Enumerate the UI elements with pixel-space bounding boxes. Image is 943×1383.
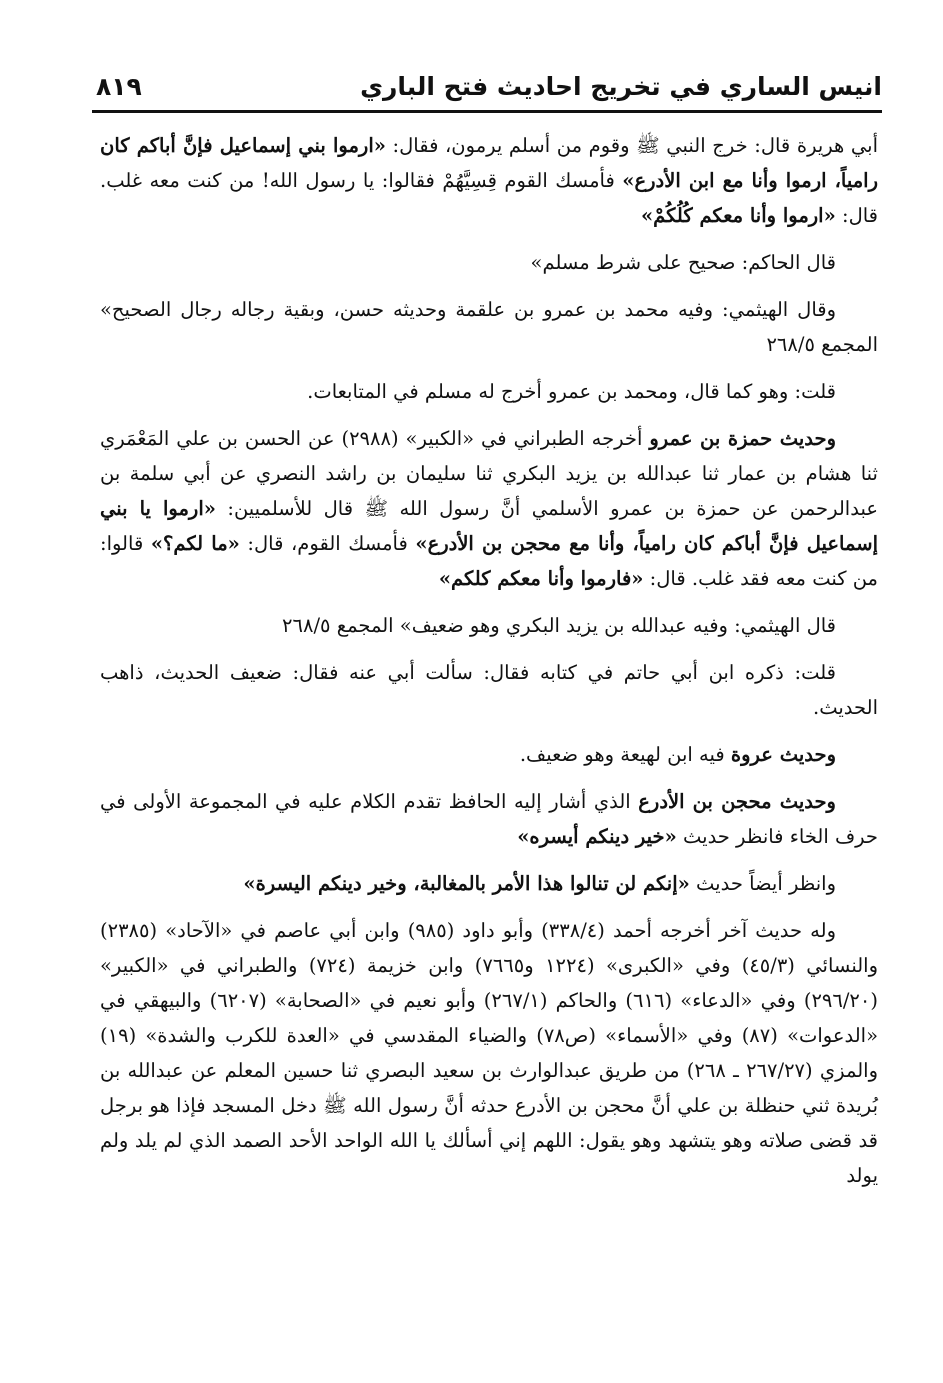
text-run: وقال الهيثمي: وفيه محمد بن عمرو بن علقمة وحديثه حسن، وبقية رجاله رجال الصحيح» المجمع ٢٦٨/٥ <box>100 298 878 356</box>
paragraph <box>100 737 878 772</box>
paragraph <box>100 913 878 1193</box>
text-run: فيه ابن لهيعة وهو ضعيف. <box>519 743 731 766</box>
paragraph <box>100 608 878 643</box>
bold-text: «ارموا بني إسماعيل فإنَّ أباكم كان رامياً، ارموا وأنا مع ابن الأدرع» <box>100 134 879 192</box>
paragraph <box>100 421 878 596</box>
text-run: فأمسك القوم قِسِيَّهُمْ فقالوا: يا رسول الله! من كنت معه غلب. قال: <box>100 169 878 227</box>
bold-text: «فارموا وأنا معكم كلكم» <box>438 567 644 590</box>
paragraph <box>100 655 878 725</box>
bold-text: وحديث حمزة بن عمرو <box>649 427 836 450</box>
text-run: قالوا: من كنت معه فقد غلب. قال: <box>100 532 878 590</box>
bold-text: «خير دينكم أيسره» <box>517 825 677 848</box>
text-run: أبي هريرة قال: خرج النبي ﷺ وقوم من أسلم يرمون، فقال: <box>385 134 878 157</box>
text-run: قلت: وهو كما قال، ومحمد بن عمرو أخرج له مسلم في المتابعات. <box>307 380 836 403</box>
bold-text: وحديث عروة <box>730 743 836 766</box>
text-run: أخرجه الطبراني في «الكبير» (٢٩٨٨) عن الحسن بن علي المَعْمَري ثنا هشام بن عمار ثنا عبدالله بن يزيد البكري ثنا سليمان بن راشد النصري عن أبي سلمة بن عبدالرحمن عن حمزة بن عمرو الأسلمي أنَّ رسول الله ﷺ قال للأسلميين: <box>100 427 878 520</box>
body-text <box>100 128 878 1205</box>
bold-text: «إنكم لن تنالوا هذا الأمر بالمغالبة، وخير دينكم اليسرة» <box>243 872 690 895</box>
bold-text: «ارموا وأنا معكم كُلُكُمْ» <box>640 204 836 227</box>
paragraph <box>100 784 878 854</box>
paragraph <box>100 374 878 409</box>
text-run: قلت: ذكره ابن أبي حاتم في كتابه فقال: سألت أبي عنه فقال: ضعيف الحديث، ذاهب الحديث. <box>100 661 878 719</box>
book-title: انيس الساري في تخريج احاديث فتح الباري <box>360 72 882 101</box>
text-run: قال الحاكم: صحيح على شرط مسلم» <box>530 251 836 274</box>
text-run: وانظر أيضاً حديث <box>689 872 836 895</box>
paragraph <box>100 292 878 362</box>
paragraph <box>100 245 878 280</box>
paragraph <box>100 866 878 901</box>
paragraph <box>100 128 878 233</box>
bold-text: «ما لكم؟» <box>150 532 240 555</box>
text-run: الذي أشار إليه الحافظ تقدم الكلام عليه في المجموعة الأولى في حرف الخاء فانظر حديث <box>100 790 878 848</box>
bold-text: وحديث محجن بن الأدرع <box>638 790 836 813</box>
running-header <box>92 70 882 113</box>
text-run: قال الهيثمي: وفيه عبدالله بن يزيد البكري وهو ضعيف» المجمع ٢٦٨/٥ <box>282 614 836 637</box>
text-run: وله حديث آخر أخرجه أحمد (٣٣٨/٤) وأبو داود (٩٨٥) وابن أبي عاصم في «الآحاد» (٢٣٨٥) والنسائي (٤٥/٣) وفي «الكبرى» (١٢٢٤ و٧٦٦٥) وابن خزيمة (٧٢٤) والطبراني في «الكبير» (٢٩٦/٢٠) وفي «الدعاء» (٦١٦) والحاكم (٢٦٧/١) وأبو نعيم في «الصحابة» (٦٢٠٧) والبيهقي في «الدعوات» (٨٧) وفي «الأسماء» (ص٧٨) والضياء المقدسي في «العدة للكرب والشدة» (١٩) والمزي (٢٦٧/٢٧ ـ ٢٦٨) من طريق عبدالوارث بن سعيد البصري ثنا حسين المعلم عن عبدالله بن بُريدة ثني حنظلة بن علي أنَّ محجن بن الأدرع حدثه أنَّ رسول الله ﷺ دخل المسجد فإذا هو برجل قد قضى صلاته وهو يتشهد وهو يقول: اللهم إني أسألك يا الله الواحد الأحد الصمد الذي لم يلد ولم يولد <box>100 919 879 1187</box>
bold-text: «ارموا يا بني إسماعيل فإنَّ أباكم كان رامياً، وأنا مع محجن بن الأدرع» <box>100 497 879 555</box>
page-number: ٨١٩ <box>96 72 142 101</box>
text-run: فأمسك القوم، قال: <box>239 532 416 555</box>
